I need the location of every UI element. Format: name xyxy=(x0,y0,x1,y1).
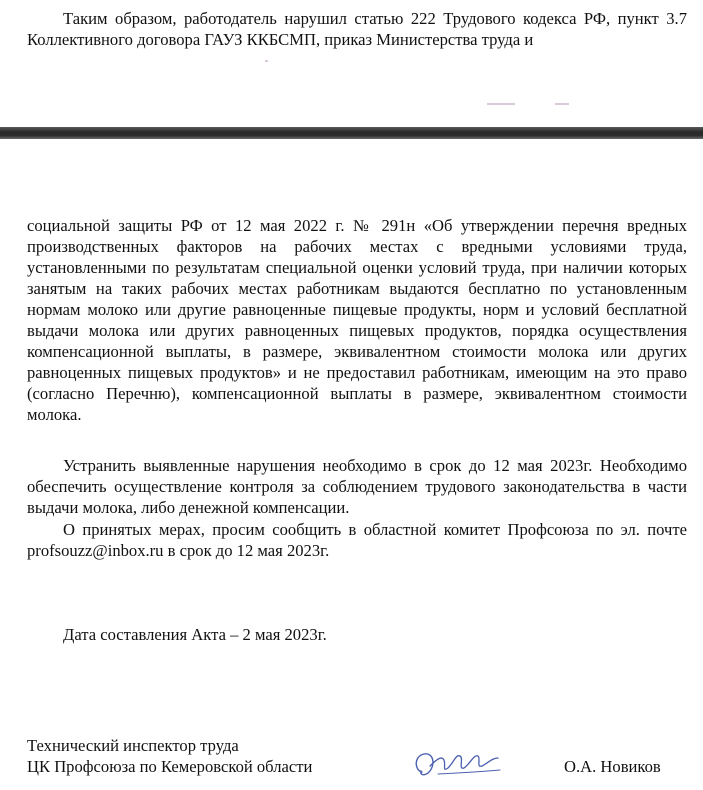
scan-mark xyxy=(487,103,515,105)
deadline-paragraph: Устранить выявленные нарушения необходимо в срок до 12 мая 2023г. Необходимо обеспечить осуществление контроля за соблюдением трудового законодательства в части выдачи молока, либо денежной компенсации. xyxy=(27,456,687,517)
signer-name: О.А. Новиков xyxy=(564,757,661,776)
act-date-line: Дата составления Акта – 2 мая 2023г. xyxy=(63,625,327,644)
signer-title-line-2: ЦК Профсоюза по Кемеровской области xyxy=(27,757,313,776)
page-break-divider xyxy=(0,127,703,139)
main-paragraph: социальной защиты РФ от 12 мая 2022 г. № 291н «Об утверждении перечня вредных производственных факторов на рабочих местах с вредными условиями труда, установленными по результатам специальной оценки условий труда, при наличии которых занятым на таких рабочих местах работникам выдаются бесплатно по установленным нормам молоко или другие равноценные пищевые продукты, норм и условий бесплатной выдачи молока или других равноценных пищевых продуктов, порядка осуществления компенсационной выплаты, в размере, эквивалентном стоимости молока или других равноценных пищевых продуктов» и не предоставил работникам, имеющим на это право (согласно Перечню), компенсационной выплаты в размере, эквивалентном стоимости молока. xyxy=(27,216,687,424)
scan-mark xyxy=(265,60,268,62)
handwritten-signature xyxy=(408,746,504,780)
scan-mark xyxy=(555,103,569,105)
signer-title-line-1: Технический инспектор труда xyxy=(27,736,239,755)
report-request-paragraph: О принятых мерах, просим сообщить в областной комитет Профсоюза по эл. почте profsouzz@inbox.ru в срок до 12 мая 2023г. xyxy=(27,520,687,560)
top-paragraph: Таким образом, работодатель нарушил статью 222 Трудового кодекса РФ, пункт 3.7 Коллективного договора ГАУЗ ККБСМП, приказ Министерства труда и xyxy=(27,9,687,49)
